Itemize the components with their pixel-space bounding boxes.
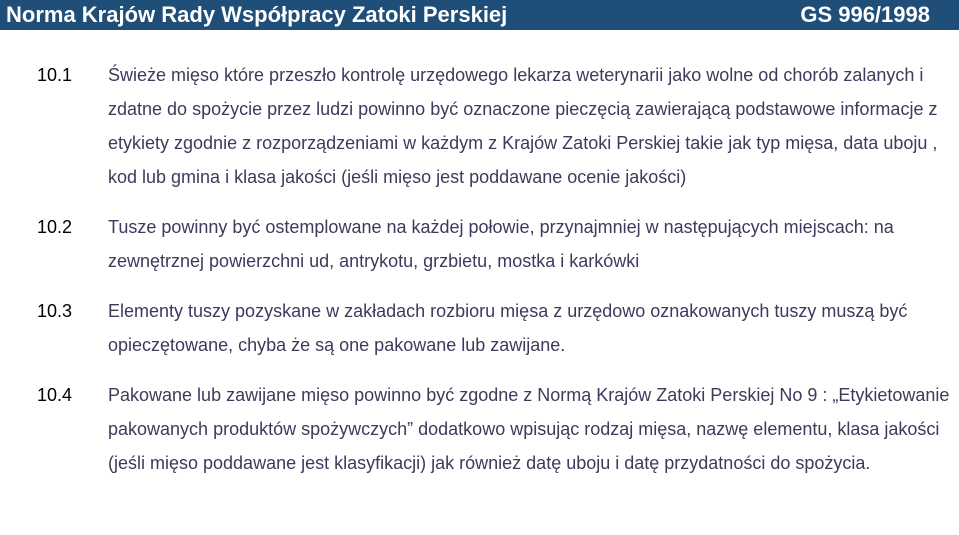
- document-body: [0, 58, 959, 496]
- section-10-4: [0, 378, 959, 480]
- document-header: [0, 0, 959, 30]
- section-text: Pakowane lub zawijane mięso powinno być zgodne z Normą Krajów Zatoki Perskiej No 9 : „Etykietowanie pakowanych produktów spożywczych” dodatkowo wpisując rodzaj mięsa, nazwę elementu, klasa jakości (jeśli mięso poddawane jest klasyfikacji) jak również datę uboju i datę przydatności do spożycia.: [108, 385, 950, 473]
- document-title: Norma Krajów Rady Współpracy Zatoki Perskiej: [6, 2, 508, 27]
- section-10-3: [0, 294, 959, 362]
- section-10-2: [0, 210, 959, 278]
- section-number: 10.3: [37, 301, 73, 321]
- standard-code: GS 996/1998: [800, 2, 930, 27]
- section-text: Tusze powinny być ostemplowane na każdej połowie, przynajmniej w następujących miejscach: na zewnętrznej powierzchni ud, antrykotu, grzbietu, mostka i karkówki: [108, 217, 894, 271]
- section-10-1: [0, 58, 959, 194]
- section-text: Świeże mięso które przeszło kontrolę urzędowego lekarza weterynarii jako wolne od chorób zalanych i zdatne do spożycie przez ludzi powinno być oznaczone pieczęcią zawierającą podstawowe informacje z etykiety zgodnie z rozporządzeniami w każdym z Krajów Zatoki Perskiej takie jak typ mięsa, data uboju , kod lub gmina i klasa jakości (jeśli mięso jest poddawane ocenie jakości): [108, 65, 938, 187]
- section-text: Elementy tuszy pozyskane w zakładach rozbioru mięsa z urzędowo oznakowanych tuszy muszą być opieczętowane, chyba że są one pakowane lub zawijane.: [108, 301, 908, 355]
- section-number: 10.1: [37, 65, 73, 85]
- section-number: 10.4: [37, 385, 73, 405]
- section-number: 10.2: [37, 217, 73, 237]
